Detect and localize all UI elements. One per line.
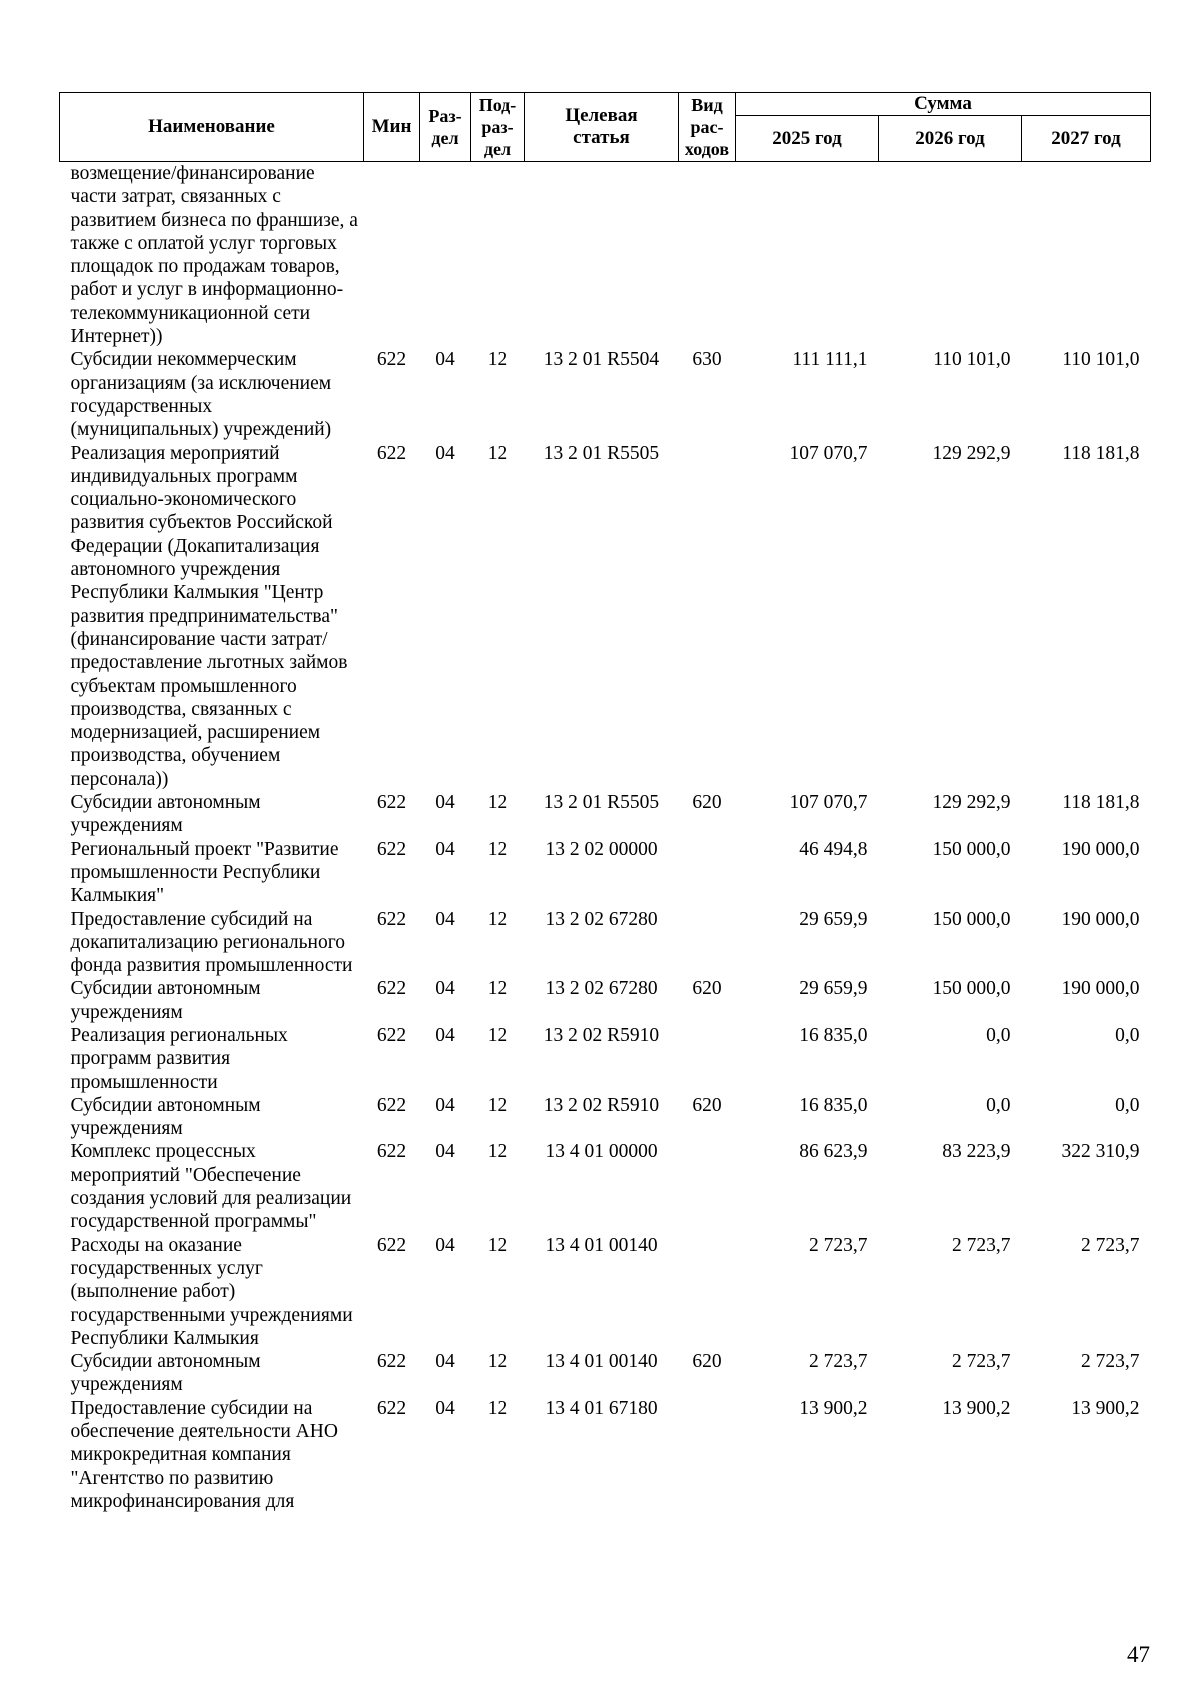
- cell-2026: 129 292,9: [932, 792, 1011, 814]
- cell-celevaya: 13 2 02 R5910: [543, 1094, 660, 1116]
- cell-2025: 16 835,0: [799, 1024, 868, 1046]
- cell-2025: 29 659,9: [799, 908, 868, 930]
- cell-2025: 2 723,7: [809, 1351, 868, 1373]
- cell-name: Предоставление субсидий на докапитализацию регионального фонда развития промышленности: [70, 908, 353, 977]
- cell-name: Субсидии автономным учреждениям: [70, 792, 261, 837]
- cell-2025: 13 900,2: [799, 1397, 868, 1419]
- cell-2025: 107 070,7: [789, 792, 868, 814]
- cell-razdel: [420, 162, 471, 349]
- cell-podrazdel: 12: [487, 1094, 508, 1116]
- cell-min: 622: [376, 908, 407, 930]
- cell-name: Региональный проект "Развитие промышленности Республики Калмыкия": [70, 838, 339, 907]
- cell-razdel: 04: [435, 1397, 455, 1419]
- cell-2026: [879, 162, 1022, 349]
- cell-2026: 150 000,0: [932, 838, 1011, 860]
- cell-2026: 129 292,9: [932, 442, 1011, 464]
- cell-vid: [679, 1234, 736, 1350]
- cell-2026: 150 000,0: [932, 908, 1011, 930]
- cell-min: 622: [376, 1024, 407, 1046]
- cell-2026: 0,0: [986, 1024, 1011, 1046]
- header-podrazdel-text: Под- раз- дел: [478, 95, 517, 159]
- cell-celevaya: [525, 162, 679, 349]
- header-2027: 2027 год: [1022, 116, 1151, 162]
- budget-table: [59, 92, 1151, 1513]
- cell-vid: [679, 1397, 736, 1513]
- cell-2027: [1022, 162, 1151, 349]
- cell-name: Субсидии автономным учреждениям: [70, 978, 261, 1023]
- cell-2025: 111 111,1: [792, 349, 868, 371]
- cell-2027: 118 181,8: [1062, 442, 1140, 464]
- page-number: 47: [1127, 1642, 1150, 1667]
- header-podrazdel: [471, 93, 525, 162]
- cell-2026: 110 101,0: [933, 349, 1011, 371]
- header-min: Мин: [364, 93, 420, 162]
- cell-razdel: 04: [435, 1024, 455, 1046]
- cell-celevaya: 13 2 01 R5505: [543, 792, 660, 814]
- header-razdel: [420, 93, 471, 162]
- cell-vid: 620: [692, 1094, 722, 1116]
- table-row: [60, 838, 1151, 908]
- cell-min: 622: [376, 1397, 407, 1419]
- cell-razdel: 04: [435, 1141, 455, 1163]
- table-row: [60, 977, 1151, 1024]
- cell-2026: 2 723,7: [952, 1234, 1011, 1256]
- cell-celevaya: 13 2 01 R5504: [543, 349, 660, 371]
- cell-name: Субсидии автономным учреждениям: [70, 1094, 261, 1140]
- cell-razdel: 04: [435, 349, 455, 371]
- cell-2026: 0,0: [986, 1094, 1011, 1116]
- cell-razdel: 04: [435, 442, 455, 464]
- cell-razdel: 04: [435, 1234, 455, 1256]
- cell-2027: 118 181,8: [1062, 792, 1140, 814]
- table-row: [60, 1140, 1151, 1233]
- cell-2027: 13 900,2: [1071, 1397, 1140, 1419]
- table-row: [60, 1024, 1151, 1094]
- cell-podrazdel: 12: [487, 908, 508, 930]
- table-row: [60, 1094, 1151, 1141]
- header-vid: [679, 93, 736, 162]
- cell-name: Комплекс процессных мероприятий "Обеспечение создания условий для реализации государственной программы": [70, 1141, 352, 1233]
- cell-name: Субсидии автономным учреждениям: [70, 1351, 261, 1396]
- cell-celevaya: 13 4 01 00000: [545, 1141, 658, 1163]
- cell-2027: 322 310,9: [1061, 1141, 1140, 1163]
- cell-min: 622: [376, 792, 407, 814]
- cell-min: 622: [376, 442, 407, 464]
- cell-2025: 46 494,8: [799, 838, 868, 860]
- cell-2027: 110 101,0: [1062, 349, 1140, 371]
- cell-podrazdel: 12: [487, 838, 508, 860]
- cell-podrazdel: [471, 162, 525, 349]
- header-2025: 2025 год: [736, 116, 879, 162]
- cell-podrazdel: 12: [487, 1024, 508, 1046]
- cell-min: 622: [376, 1234, 407, 1256]
- cell-2027: 0,0: [1115, 1094, 1140, 1116]
- cell-vid: 620: [692, 1351, 722, 1373]
- cell-celevaya: 13 2 02 67280: [545, 978, 658, 1000]
- cell-min: 622: [376, 349, 407, 371]
- table-row: [60, 162, 1151, 349]
- cell-podrazdel: 12: [487, 1351, 508, 1373]
- cell-2027: 190 000,0: [1061, 838, 1140, 860]
- cell-min: 622: [376, 1351, 407, 1373]
- cell-2027: 0,0: [1115, 1024, 1140, 1046]
- cell-podrazdel: 12: [487, 442, 508, 464]
- cell-razdel: 04: [435, 978, 455, 1000]
- table-row: [60, 1397, 1151, 1513]
- cell-2026: 13 900,2: [942, 1397, 1011, 1419]
- cell-razdel: 04: [435, 792, 455, 814]
- cell-2027: 190 000,0: [1061, 908, 1140, 930]
- cell-vid: 630: [692, 349, 722, 371]
- cell-min: 622: [376, 1141, 407, 1163]
- cell-razdel: 04: [435, 1094, 455, 1116]
- cell-vid: 620: [692, 792, 722, 814]
- table-row: [60, 791, 1151, 838]
- cell-vid: [679, 162, 736, 349]
- cell-celevaya: 13 4 01 67180: [545, 1397, 658, 1419]
- header-2026: 2026 год: [879, 116, 1022, 162]
- cell-vid: [679, 1024, 736, 1094]
- table-row: [60, 908, 1151, 978]
- cell-min: [364, 162, 420, 349]
- cell-razdel: 04: [435, 1351, 455, 1373]
- cell-2025: 2 723,7: [809, 1234, 868, 1256]
- table-row: [60, 1234, 1151, 1350]
- cell-celevaya: 13 4 01 00140: [545, 1234, 658, 1256]
- cell-min: 622: [376, 1094, 407, 1116]
- table-row: [60, 348, 1151, 441]
- cell-name: Расходы на оказание государственных услуг (выполнение работ) государственными учреждениями Республики Калмыкия: [70, 1234, 353, 1349]
- cell-celevaya: 13 2 02 R5910: [543, 1024, 660, 1046]
- cell-name: Реализация мероприятий индивидуальных программ социально-экономического развития субъектов Российской Федерации (Докапитализация автономного учреждения Республики Калмыкия "Центр развития предпринимательства" (финансирование части затрат/предоставление льготных займов субъектам промышленного производства, связанных с модернизацией, расширением производства, обучением персонала)): [70, 442, 348, 790]
- table-header: [60, 93, 1151, 162]
- cell-2025: 29 659,9: [799, 978, 868, 1000]
- cell-name: Реализация региональных программ развития промышленности: [70, 1024, 288, 1093]
- cell-2025: [736, 162, 879, 349]
- header-celevaya-text: Целевая статья: [565, 105, 638, 148]
- cell-celevaya: 13 2 01 R5505: [543, 442, 660, 464]
- cell-podrazdel: 12: [487, 1141, 508, 1163]
- cell-min: 622: [376, 838, 407, 860]
- cell-podrazdel: 12: [487, 978, 508, 1000]
- cell-celevaya: 13 2 02 67280: [545, 908, 658, 930]
- cell-2027: 2 723,7: [1081, 1351, 1140, 1373]
- cell-2027: 2 723,7: [1081, 1234, 1140, 1256]
- cell-vid: [679, 1140, 736, 1233]
- cell-celevaya: 13 4 01 00140: [545, 1351, 658, 1373]
- cell-razdel: 04: [435, 908, 455, 930]
- table-row: [60, 442, 1151, 791]
- cell-vid: [679, 838, 736, 908]
- header-summa: Сумма: [736, 93, 1151, 116]
- cell-min: 622: [376, 978, 407, 1000]
- cell-2026: 2 723,7: [952, 1351, 1011, 1373]
- header-razdel-text: Раз- дел: [428, 106, 462, 148]
- cell-2025: 107 070,7: [789, 442, 868, 464]
- cell-2025: 86 623,9: [799, 1141, 868, 1163]
- cell-podrazdel: 12: [487, 349, 508, 371]
- cell-podrazdel: 12: [487, 1397, 508, 1419]
- header-celevaya: [525, 93, 679, 162]
- table-row: [60, 1350, 1151, 1397]
- table-body: [60, 162, 1151, 1514]
- cell-celevaya: 13 2 02 00000: [545, 838, 658, 860]
- header-name: Наименование: [60, 93, 364, 162]
- cell-vid: [679, 442, 736, 791]
- cell-vid: 620: [692, 978, 722, 1000]
- cell-2025: 16 835,0: [799, 1094, 868, 1116]
- header-vid-text: Вид рас- ходов: [684, 95, 730, 159]
- cell-vid: [679, 908, 736, 978]
- cell-2027: 190 000,0: [1061, 978, 1140, 1000]
- cell-podrazdel: 12: [487, 1234, 508, 1256]
- cell-razdel: 04: [435, 838, 455, 860]
- cell-name: Субсидии некоммерческим организациям (за исключением государственных (муниципальных) учреждений): [70, 349, 332, 441]
- cell-2026: 83 223,9: [942, 1141, 1011, 1163]
- cell-name: Предоставление субсидии на обеспечение деятельности АНО микрокредитная компания "Агентство по развитию микрофинансирования для: [70, 1397, 338, 1512]
- cell-2026: 150 000,0: [932, 978, 1011, 1000]
- cell-podrazdel: 12: [487, 792, 508, 814]
- cell-name: возмещение/финансирование части затрат, связанных с развитием бизнеса по франшизе, а также с оплатой услуг торговых площадок по продажам товаров, работ и услуг в информационно-телекоммуникационной сети Интернет)): [70, 163, 358, 348]
